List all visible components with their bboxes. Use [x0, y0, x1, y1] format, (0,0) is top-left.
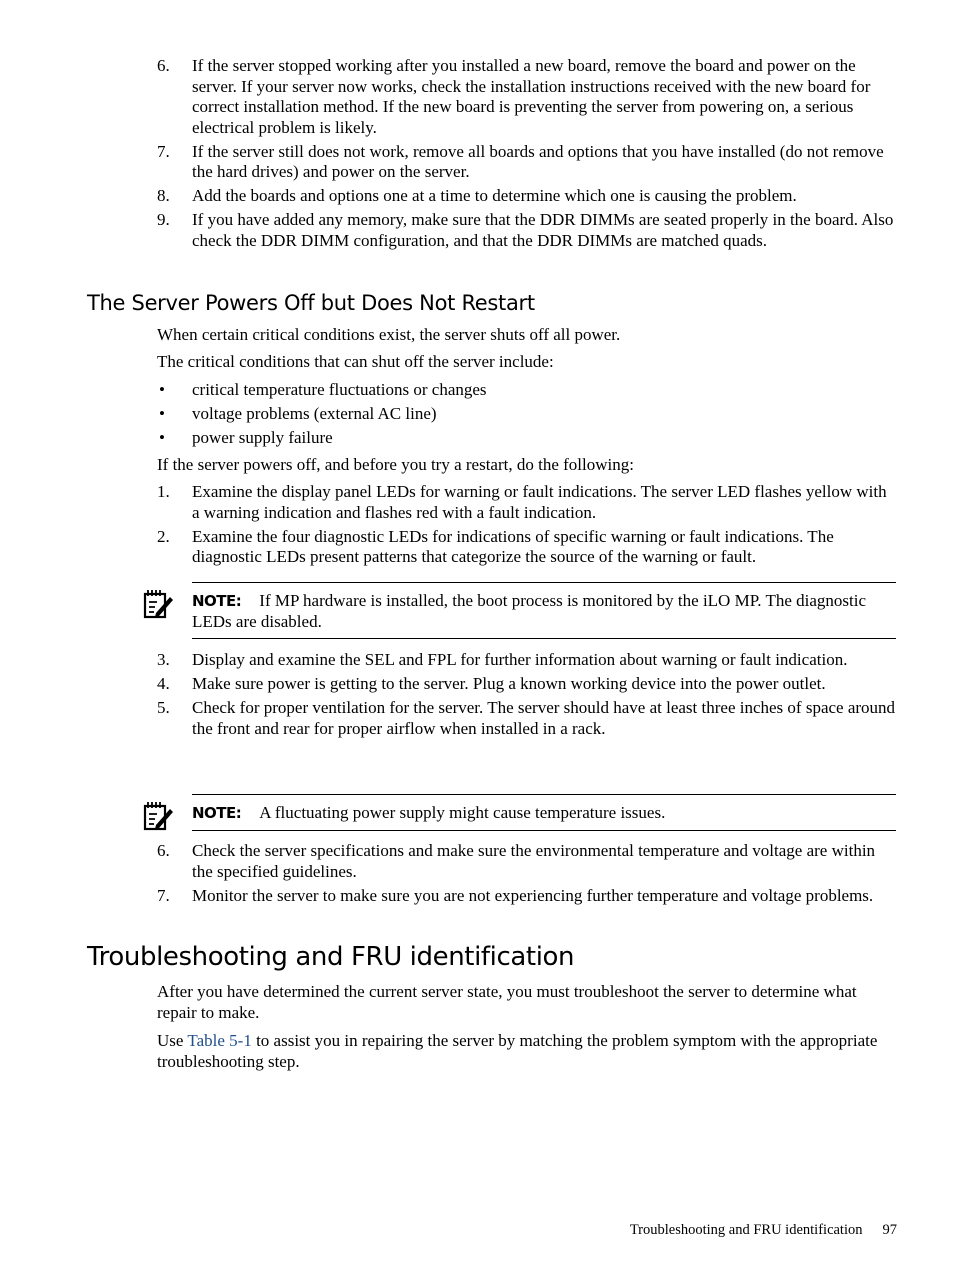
numbered-list: [157, 650, 897, 743]
numbered-list: [157, 482, 897, 571]
paragraph-text: Use: [157, 1031, 188, 1050]
note-label: NOTE:: [192, 592, 242, 610]
list-item: [157, 404, 897, 425]
list-text: Examine the display panel LEDs for warning or fault indications. The server LED flashes yellow with a warning indication and flashes red with a fault indication.: [192, 482, 887, 522]
list-number: 7.: [157, 885, 170, 905]
list-item: [157, 674, 897, 695]
list-text: Monitor the server to make sure you are not experiencing further temperature and voltage problems.: [192, 885, 874, 905]
note-box: [192, 582, 896, 639]
list-text: Check the server specifications and make sure the environmental temperature and voltage are within the specified guidelines.: [192, 841, 876, 881]
list-number: 8.: [157, 186, 170, 205]
list-item: [157, 142, 897, 183]
list-number: 7.: [157, 141, 170, 161]
section-heading: The Server Powers Off but Does Not Restart: [87, 291, 535, 315]
paragraph-text: to assist you in repairing the server by matching the problem symptom with the appropriate troubleshooting step.: [157, 1031, 878, 1071]
page-footer: [560, 1221, 897, 1239]
list-number: 1.: [157, 482, 170, 501]
list-text: Add the boards and options one at a time to determine which one is causing the problem.: [192, 186, 797, 205]
list-item: [157, 56, 897, 138]
list-text: power supply failure: [192, 428, 333, 447]
list-item: [157, 841, 897, 882]
list-number: 6.: [157, 841, 170, 860]
bullet-list: [157, 380, 897, 452]
list-text: If you have added any memory, make sure that the DDR DIMMs are seated properly in the board. Also check the DDR DIMM configuration, and that the DDR DIMMs are matched quads.: [192, 210, 894, 250]
list-item: [157, 650, 897, 671]
note-box: [192, 794, 896, 831]
footer-title: Troubleshooting and FRU identification: [629, 1222, 863, 1238]
bullet-icon: •: [159, 404, 165, 423]
list-number: 2.: [157, 526, 170, 546]
paragraph: [157, 1031, 897, 1072]
list-item: [157, 428, 897, 449]
list-item: [157, 380, 897, 401]
list-item: [157, 186, 897, 207]
note-text: If MP hardware is installed, the boot process is monitored by the iLO MP. The diagnostic LEDs are disabled.: [192, 591, 867, 631]
note-content: [192, 795, 896, 830]
list-text: Make sure power is getting to the server. Plug a known working device into the power outlet.: [192, 674, 826, 693]
table-reference-link[interactable]: Table 5-1: [187, 1031, 252, 1050]
list-item: [157, 527, 897, 568]
page-number: 97: [882, 1222, 897, 1238]
list-number: 5.: [157, 698, 170, 717]
note-content: [192, 583, 896, 638]
note-text: A fluctuating power supply might cause temperature issues.: [259, 803, 666, 822]
list-text: Examine the four diagnostic LEDs for indications of specific warning or fault indications. The diagnostic LEDs present patterns that categorize the source of the warning or fault.: [192, 526, 834, 566]
list-text: critical temperature fluctuations or changes: [192, 380, 487, 399]
bullet-icon: •: [159, 380, 165, 399]
list-text: If the server stopped working after you installed a new board, remove the board and power on the server. If your server now works, check the installation instructions received with the new board for correct installation method. If the new board is preventing the server from powering on, a serious electrical problem is likely.: [192, 56, 871, 137]
paragraph: If the server powers off, and before you try a restart, do the following:: [157, 455, 634, 474]
list-number: 4.: [157, 674, 170, 693]
numbered-list-top: [157, 56, 897, 255]
paragraph: After you have determined the current server state, you must troubleshoot the server to determine what repair to make.: [157, 982, 857, 1022]
note-label: NOTE:: [192, 804, 242, 822]
section-heading: Troubleshooting and FRU identification: [87, 942, 575, 972]
bullet-icon: •: [159, 428, 165, 447]
list-item: [157, 482, 897, 523]
paragraph: When certain critical conditions exist, the server shuts off all power.: [157, 325, 621, 344]
list-number: 3.: [157, 650, 170, 669]
list-number: 6.: [157, 56, 170, 75]
list-text: If the server still does not work, remove all boards and options that you have installed (do not remove the hard drives) and power on the server.: [192, 141, 884, 181]
list-item: [157, 210, 897, 251]
list-item: [157, 886, 897, 907]
paragraph: The critical conditions that can shut off the server include:: [157, 352, 554, 371]
list-text: Check for proper ventilation for the server. The server should have at least three inches of space around the front and rear for proper airflow when installed in a rack.: [192, 698, 896, 738]
notepad-pencil-icon: [142, 800, 176, 832]
list-text: Display and examine the SEL and FPL for further information about warning or fault indication.: [192, 650, 848, 669]
list-number: 9.: [157, 210, 170, 229]
numbered-list: [157, 841, 897, 910]
notepad-pencil-icon: [142, 588, 176, 620]
list-item: [157, 698, 897, 739]
list-text: voltage problems (external AC line): [192, 404, 437, 423]
